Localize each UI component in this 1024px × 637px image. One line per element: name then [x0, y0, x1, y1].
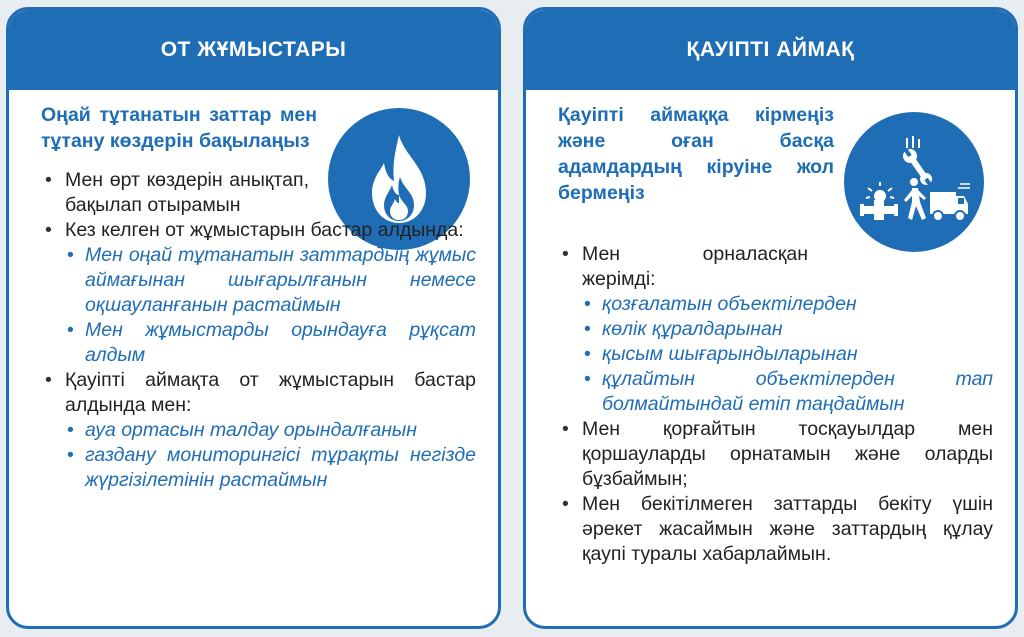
list-item: • Мен өрт көздерін анықтап, бақылап отырамын	[41, 168, 309, 218]
sub-list-item: • көлік құралдарынан	[582, 317, 993, 342]
sub-list-item: • ауа ортасын талдау орындалғанын	[65, 418, 476, 443]
sub-list-item: • газдану мониторингісі тұрақты негізде жүргізілетінін растаймын	[65, 443, 476, 493]
danger-zone-card	[523, 7, 1018, 629]
hazard-zone-icon	[858, 134, 970, 230]
list-item	[558, 242, 993, 417]
sub-list-item: • қысым шығарындыларынан	[582, 342, 993, 367]
hot-work-card-title: ОТ ЖҰМЫСТАРЫ	[9, 10, 498, 90]
list-item-text: Кез келген от жұмыстарын бастар алдында:	[65, 219, 464, 241]
list-item: • Мен қорғайтын тосқауылдар мен қоршауларды орнатамын және оларды бұзбаймын;	[558, 417, 993, 492]
hazard-zone-badge	[844, 112, 984, 252]
list-item-text: • Мен орналасқан жерімді:	[582, 243, 808, 290]
hot-work-headline: Оңай тұтанатын заттар мен тұтану көздерін бақылаңыз	[41, 104, 317, 152]
sub-list-item: • Мен оңай тұтанатын заттардың жұмыс аймағынан шығарылғанын немесе оқшауланғанын растаймын	[65, 243, 476, 318]
sub-list-item: • қозғалатын объектілерден	[582, 292, 993, 317]
list-item: • Мен бекітілмеген заттарды бекіту үшін әрекет жасаймын және заттардың құлау қаупі туралы хабарлаймын.	[558, 492, 993, 567]
flame-icon	[364, 133, 434, 225]
sub-list-item: • Мен жұмыстарды орындауға рұқсат алдым	[65, 318, 476, 368]
list-item-text: Қауіпті аймақта от жұмыстарын бастар алдында мен:	[65, 369, 476, 416]
list-item	[41, 368, 476, 493]
list-item	[41, 218, 476, 368]
danger-zone-card-title: ҚАУІПТІ АЙМАҚ	[526, 10, 1015, 90]
danger-zone-headline: Қауіпті аймаққа кірмеңіз және оған басқа адамдардың кіруіне жол бермеңіз	[558, 104, 834, 204]
sub-list-item: • құлайтын объектілерден тап болмайтындай етіп таңдаймын	[582, 367, 993, 417]
hot-work-card	[6, 7, 501, 629]
